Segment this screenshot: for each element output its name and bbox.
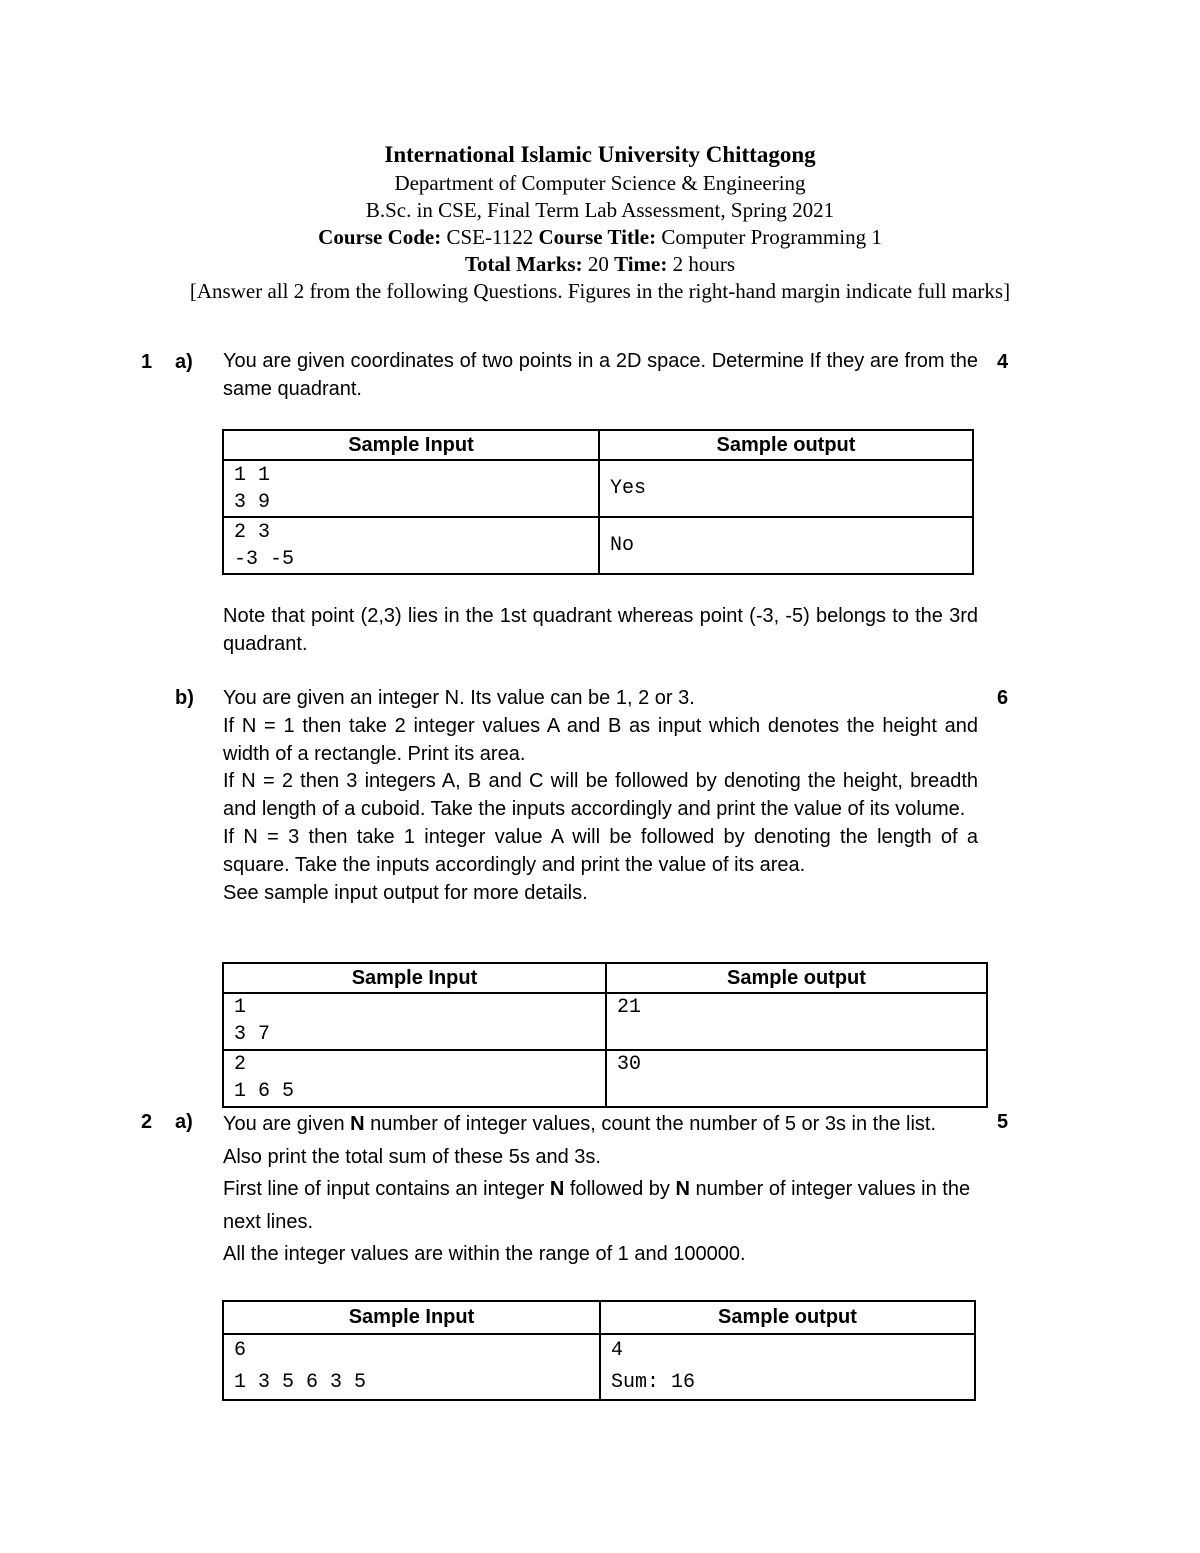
question-1a-sample-table xyxy=(222,429,974,575)
course-title-label: Course Title: xyxy=(538,225,657,249)
table-row xyxy=(223,1334,975,1400)
question-1b-line: If N = 1 then take 2 integer values A and B as input which denotes the height and width of a rectangle. Print its area. xyxy=(223,714,978,765)
question-1b-line: If N = 3 then take 1 integer value A will be followed by denoting the length of a square. Take the inputs accordingly and print the value of its area. xyxy=(223,825,978,876)
question-1b-line: You are given an integer N. Its value can be 1, 2 or 3. xyxy=(223,687,695,709)
question-2a-line: You are given N number of integer values, count the number of 5 or 3s in the list. Also print the total sum of these 5s and 3s. xyxy=(223,1113,937,1168)
question-1a-marks: 4 xyxy=(997,351,1009,373)
course-code: CSE-1122 xyxy=(446,225,534,249)
question-1-number: 1 xyxy=(141,351,153,373)
question-1b-sample-table xyxy=(222,962,988,1108)
table-header-output: Sample output xyxy=(600,1301,975,1334)
table-header-input: Sample Input xyxy=(223,963,606,993)
table-row xyxy=(223,517,973,574)
table-row xyxy=(223,993,987,1050)
question-2a-marks: 5 xyxy=(997,1111,1009,1133)
sample-input-cell: 1 3 7 xyxy=(223,993,606,1050)
question-2-number: 2 xyxy=(141,1111,153,1133)
question-2a-line: All the integer values are within the range of 1 and 100000. xyxy=(223,1243,746,1266)
sample-input-cell: 2 3 -3 -5 xyxy=(223,517,599,574)
table-header-input: Sample Input xyxy=(223,430,599,460)
sample-input-cell: 1 1 3 9 xyxy=(223,460,599,517)
course-title: Computer Programming 1 xyxy=(661,225,882,249)
total-marks-label: Total Marks: xyxy=(464,252,583,276)
table-header-output: Sample output xyxy=(599,430,973,460)
question-1b-line: If N = 2 then 3 integers A, B and C will be followed by denoting the height, breadth and length of a cuboid. Take the inputs accordingly and print the value of its volume. xyxy=(223,770,978,821)
question-2a-line: First line of input contains an integer N followed by N number of integer values in the next lines. xyxy=(223,1178,971,1233)
sample-output-cell: 30 xyxy=(606,1050,987,1107)
time-label: Time: xyxy=(614,252,668,276)
instruction: [Answer all 2 from the following Questions. Figures in the right-hand margin indicate full marks] xyxy=(189,279,1011,303)
sample-output-cell: No xyxy=(599,517,973,574)
question-2a-label: a) xyxy=(175,1111,193,1133)
table-row xyxy=(223,1050,987,1107)
department-name: Department of Computer Science & Engineering xyxy=(394,171,806,195)
question-1b-marks: 6 xyxy=(997,687,1009,709)
sample-output-cell: 4 Sum: 16 xyxy=(600,1334,975,1400)
question-1a-text: You are given coordinates of two points in a 2D space. Determine If they are from the same quadrant. xyxy=(223,350,978,400)
question-1a-label: a) xyxy=(175,351,193,373)
question-1b-text xyxy=(223,685,978,907)
question-1a-note: Note that point (2,3) lies in the 1st quadrant whereas point (-3, -5) belongs to the 3rd quadrant. xyxy=(223,605,978,655)
exam-title: B.Sc. in CSE, Final Term Lab Assessment, Spring 2021 xyxy=(365,198,835,222)
course-code-label: Course Code: xyxy=(318,225,442,249)
marks-time-info xyxy=(0,251,1200,278)
table-row xyxy=(223,460,973,517)
sample-input-cell: 6 1 3 5 6 3 5 xyxy=(223,1334,600,1400)
exam-header xyxy=(0,140,1200,305)
question-2a-text xyxy=(223,1108,973,1271)
sample-output-cell: 21 xyxy=(606,993,987,1050)
university-name: International Islamic University Chittagong xyxy=(384,142,816,167)
sample-input-cell: 2 1 6 5 xyxy=(223,1050,606,1107)
total-marks: 20 xyxy=(587,252,609,276)
time-value: 2 hours xyxy=(672,252,736,276)
course-info xyxy=(0,224,1200,251)
sample-output-cell: Yes xyxy=(599,460,973,517)
table-header-output: Sample output xyxy=(606,963,987,993)
question-1b-label: b) xyxy=(175,687,194,709)
question-2a-sample-table xyxy=(222,1300,976,1401)
question-1b-line: See sample input output for more details. xyxy=(223,881,588,904)
table-header-input: Sample Input xyxy=(223,1301,600,1334)
